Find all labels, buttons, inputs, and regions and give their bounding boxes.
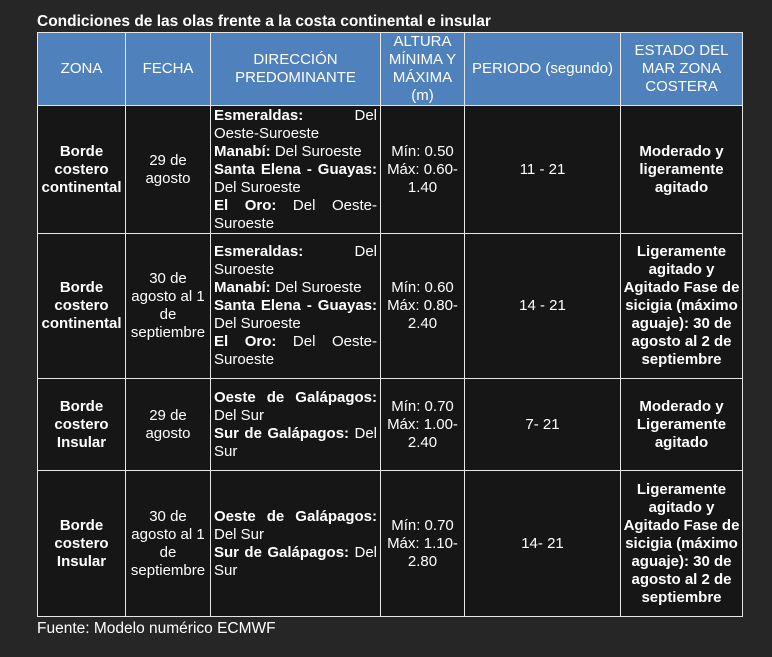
direction-value: Del Suroeste xyxy=(214,243,377,278)
altura-min: Mín: 0.70 xyxy=(391,397,454,415)
direction-line xyxy=(214,279,377,297)
cell-estado: Ligeramente agitado y Agitado Fase de sicigia (máximo aguaje): 30 de agosto al 2 de septiembre xyxy=(621,471,743,617)
direction-line xyxy=(214,243,377,279)
table-row xyxy=(38,234,743,379)
direction-place: El Oro: xyxy=(214,333,277,350)
direction-place: Manabí: xyxy=(214,142,271,160)
table-row xyxy=(38,379,743,471)
cell-direccion xyxy=(211,471,381,617)
header-direccion: DIRECCIÓN PREDOMINANTE xyxy=(211,33,381,106)
cell-direccion xyxy=(211,106,381,234)
altura-max: Máx: 1.10-2.80 xyxy=(387,534,458,570)
direction-value: Del Oeste-Suroeste xyxy=(214,106,377,142)
cell-estado: Moderado y ligeramente agitado xyxy=(621,106,743,234)
table-title: Condiciones de las olas frente a la costa continental e insular xyxy=(37,13,491,30)
direction-place: Manabí: xyxy=(214,279,271,296)
cell-altura xyxy=(381,106,465,234)
direction-line xyxy=(214,107,377,143)
direction-line xyxy=(214,389,377,425)
direction-line xyxy=(214,143,377,161)
direction-value: Del Sur xyxy=(214,525,265,543)
direction-place: Santa Elena - Guayas: xyxy=(214,297,377,314)
header-row xyxy=(38,33,743,106)
altura-min: Mín: 0.60 xyxy=(391,279,454,296)
direction-line xyxy=(214,161,377,197)
direction-value: Del Sur xyxy=(214,543,377,579)
altura-max: Máx: 0.80-2.40 xyxy=(387,297,458,332)
cell-estado: Ligeramente agitado y Agitado Fase de sicigia (máximo aguaje): 30 de agosto al 2 de septiembre xyxy=(621,234,743,379)
cell-zona: Borde costero Insular xyxy=(38,379,126,471)
altura-max: Máx: 0.60-1.40 xyxy=(387,160,458,196)
cell-altura xyxy=(381,471,465,617)
direction-line xyxy=(214,425,377,461)
direction-place: Santa Elena - Guayas: xyxy=(214,160,377,178)
cell-fecha: 30 de agosto al 1 de septiembre xyxy=(126,234,211,379)
cell-periodo: 14- 21 xyxy=(465,471,621,617)
direction-line xyxy=(214,508,377,544)
direction-value: Del Suroeste xyxy=(274,142,362,160)
direction-line xyxy=(214,297,377,333)
direction-place: Oeste de Galápagos: xyxy=(214,507,377,525)
direction-value: Del Suroeste xyxy=(274,279,362,296)
cell-fecha: 30 de agosto al 1 de septiembre xyxy=(126,471,211,617)
direction-value: Del Suroeste xyxy=(214,315,301,332)
header-estado: ESTADO DEL MAR ZONA COSTERA xyxy=(621,33,743,106)
direction-place: Esmeraldas: xyxy=(214,106,304,124)
table-row xyxy=(38,471,743,617)
direction-value: Del Sur xyxy=(214,406,265,424)
source-note: Fuente: Modelo numérico ECMWF xyxy=(37,620,276,637)
cell-estado: Moderado y Ligeramente agitado xyxy=(621,379,743,471)
direction-value: Del Oeste-Suroeste xyxy=(214,196,377,232)
cell-altura xyxy=(381,379,465,471)
cell-fecha: 29 de agosto xyxy=(126,106,211,234)
cell-zona: Borde costero Insular xyxy=(38,471,126,617)
header-zona: ZONA xyxy=(38,33,126,106)
cell-direccion xyxy=(211,379,381,471)
header-altura: ALTURA MÍNIMA Y MÁXIMA (m) xyxy=(381,33,465,106)
direction-place: Esmeraldas: xyxy=(214,243,304,260)
direction-place: Sur de Galápagos: xyxy=(214,424,350,442)
cell-zona: Borde costero continental xyxy=(38,234,126,379)
altura-max: Máx: 1.00-2.40 xyxy=(387,415,458,451)
direction-line xyxy=(214,544,377,580)
direction-line xyxy=(214,333,377,369)
cell-periodo: 7- 21 xyxy=(465,379,621,471)
cell-fecha: 29 de agosto xyxy=(126,379,211,471)
altura-min: Mín: 0.70 xyxy=(391,516,454,534)
header-fecha: FECHA xyxy=(126,33,211,106)
waves-table xyxy=(37,32,743,617)
header-periodo: PERIODO (segundo) xyxy=(465,33,621,106)
direction-line xyxy=(214,197,377,233)
direction-place: Sur de Galápagos: xyxy=(214,543,350,561)
direction-value: Del Sur xyxy=(214,424,377,460)
cell-periodo: 11 - 21 xyxy=(465,106,621,234)
cell-zona: Borde costero continental xyxy=(38,106,126,234)
direction-place: Oeste de Galápagos: xyxy=(214,388,377,406)
cell-altura xyxy=(381,234,465,379)
direction-value: Del Oeste-Suroeste xyxy=(214,333,377,368)
cell-direccion xyxy=(211,234,381,379)
cell-periodo: 14 - 21 xyxy=(465,234,621,379)
altura-min: Mín: 0.50 xyxy=(391,142,454,160)
direction-place: El Oro: xyxy=(214,196,277,214)
direction-value: Del Suroeste xyxy=(214,178,301,196)
table-row xyxy=(38,106,743,234)
